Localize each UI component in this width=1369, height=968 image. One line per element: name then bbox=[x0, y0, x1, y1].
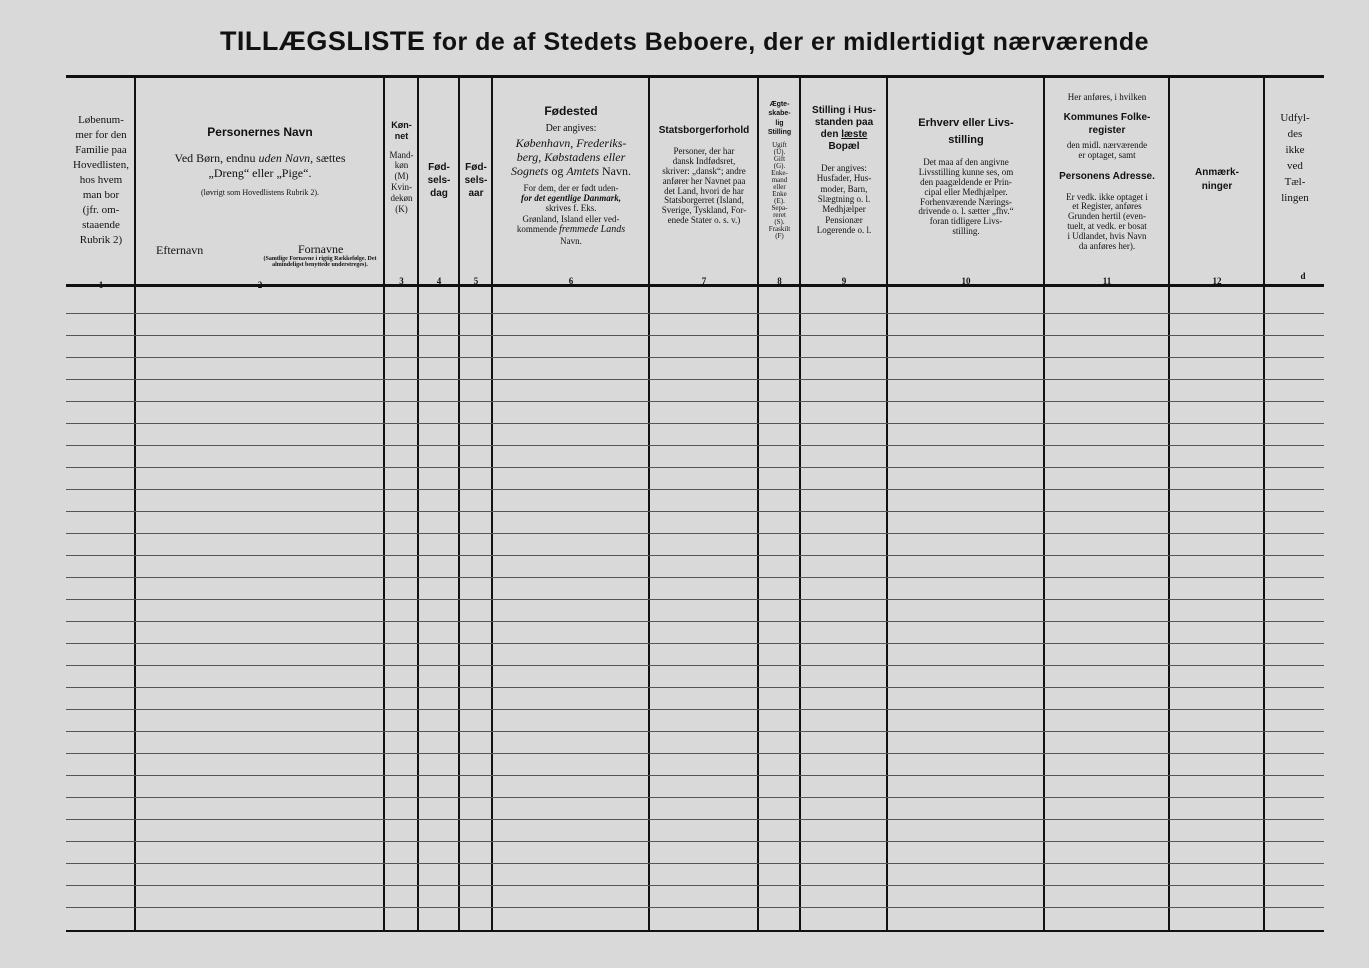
col-2-fornavne: Fornavne bbox=[298, 242, 344, 256]
col-10-header bbox=[888, 115, 1044, 255]
col-6-line-9a: kommende bbox=[516, 224, 560, 235]
ruled-line bbox=[66, 357, 1324, 358]
col-6-line-4a: Sognets bbox=[510, 163, 549, 178]
col-6-line-10: Navn. bbox=[560, 235, 582, 246]
col-12-heading: Anmærk- ninger bbox=[1195, 167, 1239, 192]
col-d-line: lingen bbox=[1281, 192, 1309, 204]
ruled-line bbox=[66, 401, 1324, 402]
col-9-heading-4: Bopæl bbox=[828, 141, 860, 152]
col-1-line: hos hvem bbox=[79, 173, 123, 186]
col-2-line-3: (løvrigt som Hovedlistens Rubrik 2). bbox=[201, 188, 319, 198]
ruled-line bbox=[66, 797, 1324, 798]
col-6-line-4b: og bbox=[548, 163, 567, 178]
col-11-body: Er vedk. ikke optaget i et Register, anføres Grunden hertil (even- tuelt, at vedk. er bosat i Udlandet, hvis Navn da anføres her). bbox=[1066, 191, 1148, 252]
col-2-line-1a: Ved Børn, endnu bbox=[174, 151, 259, 166]
col-2-line-1c: sættes bbox=[313, 151, 346, 166]
col-10-number: 10 bbox=[961, 276, 971, 286]
ruled-line bbox=[66, 907, 1324, 908]
col-2-line-1 bbox=[175, 151, 346, 165]
col-1-line: Familie paa bbox=[75, 143, 127, 156]
top-rule bbox=[66, 75, 1324, 78]
ruled-line bbox=[66, 489, 1324, 490]
ruled-line bbox=[66, 775, 1324, 776]
ruled-line bbox=[66, 819, 1324, 820]
ruled-line bbox=[66, 665, 1324, 666]
col-9-body: Der angives: Husfader, Hus- moder, Barn, Slægtning o. l. Medhjælper Pensionær Logerende o. l. bbox=[816, 163, 872, 236]
col-10-heading: Erhverv eller Livs- stilling bbox=[918, 117, 1014, 146]
col-1-line: Løbenum- bbox=[78, 113, 124, 126]
ruled-line bbox=[66, 885, 1324, 886]
col-5-heading: Fød- sels- aar bbox=[464, 161, 488, 199]
col-8-heading: Ægte- skabe- lig Stilling bbox=[767, 101, 792, 137]
col-9-number: 9 bbox=[841, 276, 847, 286]
col-1-line: (jfr. om- bbox=[82, 203, 120, 216]
ruled-line bbox=[66, 423, 1324, 424]
col-6-line-7: skrives f. Eks. bbox=[545, 203, 597, 214]
col-6-line-6: for det egentlige Danmark, bbox=[521, 193, 621, 204]
col-6-line-3: berg, Købstadens eller bbox=[516, 150, 626, 165]
col-8-header bbox=[759, 100, 800, 270]
ruled-line bbox=[66, 841, 1324, 842]
col-2-number: 2 bbox=[257, 280, 263, 290]
col-12-header bbox=[1170, 80, 1264, 280]
col-d-line: Udfyl- bbox=[1280, 112, 1310, 124]
col-d-number: d bbox=[1300, 271, 1306, 281]
col-8-number: 8 bbox=[777, 276, 782, 286]
col-3-header bbox=[385, 120, 418, 270]
col-5-header bbox=[460, 80, 492, 280]
col-d-header bbox=[1265, 110, 1325, 230]
col-1-number: 1 bbox=[98, 280, 104, 290]
col-7-heading: Statsborgerforhold bbox=[658, 125, 750, 136]
col-d-line: ikke bbox=[1285, 144, 1305, 156]
ruled-line bbox=[66, 335, 1324, 336]
col-11-line-1: Her anføres, i hvilken bbox=[1067, 92, 1147, 102]
col-2-line-1b: uden Navn, bbox=[258, 151, 314, 166]
ruled-line bbox=[66, 599, 1324, 600]
col-11-header bbox=[1045, 92, 1169, 272]
col-d-line: Tæl- bbox=[1284, 176, 1306, 188]
col-4-heading: Fød- sels- dag bbox=[427, 161, 451, 199]
col-1-header bbox=[66, 80, 136, 280]
col-11-heading-1: Kommunes Folke- register bbox=[1063, 111, 1151, 137]
col-9-header bbox=[801, 105, 887, 255]
col-4-header bbox=[419, 80, 459, 280]
form-title-rest: for de af Stedets Beboere, der er midlertidigt nærværende bbox=[432, 28, 1150, 56]
ruled-line bbox=[66, 687, 1324, 688]
col-11-number: 11 bbox=[1102, 276, 1112, 286]
col-6-line-9 bbox=[517, 224, 625, 236]
col-9-heading-1: Stilling i Hus- bbox=[812, 105, 876, 116]
col-6-heading: Fødested bbox=[544, 104, 598, 118]
ruled-line bbox=[66, 555, 1324, 556]
col-1-line: staaende bbox=[82, 218, 120, 231]
col-6-line-8: Grønland, Island eller ved- bbox=[522, 213, 620, 224]
col-d-line: des bbox=[1287, 128, 1303, 140]
col-1-line: man bor bbox=[82, 188, 120, 201]
ruled-line bbox=[66, 621, 1324, 622]
col-7-body: Personer, der har dansk Indfødsret, skriver: „dansk“; andre anfører her Navnet paa det Land, hvori de har Statsborgerret (Island, Sverige, Tyskland, For- enede Stater o. s. v.) bbox=[661, 146, 747, 226]
col-2-heading: Personernes Navn bbox=[207, 125, 313, 139]
ruled-line bbox=[66, 313, 1324, 314]
ruled-line bbox=[66, 643, 1324, 644]
col-9-heading-2: standen paa bbox=[814, 117, 874, 128]
col-8-body: Ugift (U). Gift (G). Enke- mand eller Enke (E). Sepa- reret (S). Fraskilt (F) bbox=[768, 140, 791, 240]
col-2-line-2: „Dreng“ eller „Pige“. bbox=[208, 165, 312, 180]
col-6-line-4d: Navn. bbox=[599, 163, 631, 178]
col-7-number: 7 bbox=[701, 276, 707, 286]
col-7-header bbox=[650, 125, 758, 245]
col-3-number: 3 bbox=[399, 276, 404, 286]
form-title-main: TILLÆGSLISTE bbox=[219, 26, 426, 56]
col-1-line: Hovedlisten, bbox=[73, 158, 129, 171]
col-6-line-4 bbox=[511, 165, 631, 179]
ruled-line bbox=[66, 445, 1324, 446]
col-9-heading-3b: læste bbox=[841, 129, 868, 140]
col-6-line-9b: fremmede Lands bbox=[559, 224, 626, 236]
col-9-heading-3a: den bbox=[820, 129, 842, 140]
bottom-rule bbox=[66, 930, 1324, 932]
col-2-fornavne-note: (Samtlige Fornavne i rigtig Rækkefølge. Det almindeligst benyttede understreges). bbox=[263, 256, 377, 269]
ruled-line bbox=[66, 577, 1324, 578]
col-6-line-1: Der angives: bbox=[545, 122, 597, 134]
col-9-heading-3 bbox=[821, 129, 868, 141]
col-3-body: Mand- køn (M) Kvin- dekøn (K) bbox=[389, 149, 414, 214]
ruled-line bbox=[66, 379, 1324, 380]
col-6-line-2: København, Frederiks- bbox=[515, 136, 627, 151]
ruled-line bbox=[66, 731, 1324, 732]
col-6-line-5: For dem, der er født uden- bbox=[523, 182, 619, 193]
ruled-line bbox=[66, 709, 1324, 710]
col-6-line-4c: Amtets bbox=[566, 163, 599, 178]
col-6-header bbox=[493, 105, 649, 255]
col-2-efternavn: Efternavn bbox=[156, 243, 204, 257]
col-12-number: 12 bbox=[1212, 276, 1222, 286]
col-3-heading: Køn- net bbox=[391, 120, 412, 141]
col-10-body: Det maa af den angivne Livsstilling kunne ses, om den paagældende er Prin- cipal eller Medhjælper. Forhenværende Nærings- drivende o. l. sætter „fhv.“ foran tidligere Livs- stilling. bbox=[918, 157, 1014, 237]
col-d-line: ved bbox=[1287, 160, 1303, 172]
col-11-heading-2: Personens Adresse. bbox=[1059, 170, 1155, 182]
col-1-line: mer for den bbox=[75, 128, 127, 141]
col-6-number: 6 bbox=[568, 276, 574, 286]
ruled-line bbox=[66, 511, 1324, 512]
ruled-line bbox=[66, 753, 1324, 754]
ruled-line bbox=[66, 533, 1324, 534]
col-11-line-2: den midl. nærværende er optaget, samt bbox=[1066, 139, 1148, 160]
col-4-number: 4 bbox=[436, 276, 442, 286]
ruled-line bbox=[66, 467, 1324, 468]
ruled-line bbox=[66, 863, 1324, 864]
col-5-number: 5 bbox=[473, 276, 479, 286]
col-2-header bbox=[136, 125, 384, 215]
col-1-line: Rubrik 2) bbox=[79, 233, 123, 246]
form-title bbox=[0, 26, 1369, 57]
